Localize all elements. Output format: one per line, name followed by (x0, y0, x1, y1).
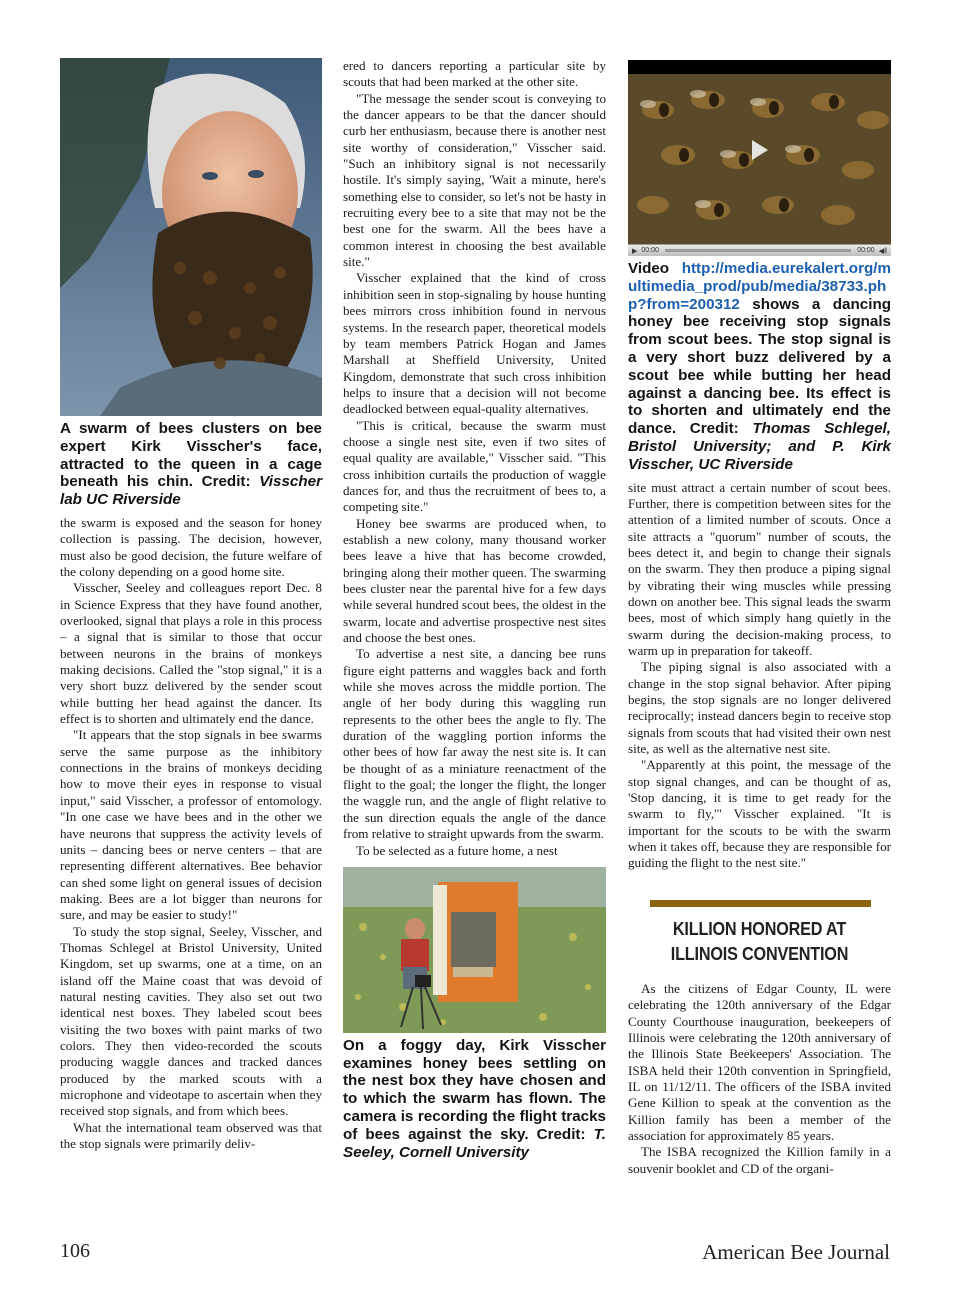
heading-line: ILLINOIS CONVENTION (670, 943, 849, 964)
paragraph: "It appears that the stop signals in bee swarms serve the same purpose as the inhibitory connections in the brains of monkeys deciding how to move their eyes in response to visual input," said Visscher, a professor of entomology. "In one case we have bees and in the other we have neurons that suppress the activity levels of units – dancing bees or nerve centers – that are representing different alternatives. Bee behavior can shed some light on general issues of decision making. Bees are a lot bigger than neurons for sure, and may be easier to study!" (60, 727, 322, 923)
caption-credit: Thomas Schlegel, Bristol University; and P. Kirk Visscher, UC Riverside (628, 420, 891, 473)
column-2-text (343, 58, 606, 859)
play-button-icon[interactable]: ▶ (632, 247, 638, 255)
paragraph: "The message the sender scout is conveying to the dancer appears to be that the dancer should curb her enthusiasm, because there is another nest site worthy of consideration," Visscher said. "Such an inhibitory signal is not necessarily hostile. It's simply saying, 'Wait a minute, here's something else to consider, so let's not be hasty in recruiting every bee to a site that may not be the best one for the swarm. All the bees have a common interest in choosing the best available site." (343, 90, 606, 270)
paragraph: "Apparently at this point, the message of the stop signal changes, and can be thought of as, 'Stop dancing, it is time to get ready for the swarm to fly,'" Visscher explained. "It is important for the scouts to be with the swarm when it takes off, because they are responsible for guiding the flight to the nest site." (628, 757, 891, 871)
paragraph: Visscher explained that the kind of cross inhibition seen in stop-signaling by house hunting bees mirrors cross inhibition found in nervous systems. In the research paper, theoretical models by team members Patrick Hogan and James Marshall at Sheffield University, United Kingdom, demonstrate that such cross inhibition helps to insure that a decision will not become deadlocked between equal-quality alternatives. (343, 270, 606, 417)
paragraph: site must attract a certain number of scout bees. Further, there is competition between sites for the attention of a limited number of scouts. Once a site attracts a "quorum" number of scouts, the bees detect it, and begin to change their signals on the swarm. They then produce a piping signal by vibrating their wing muscles while pressing down on another bee. This signal leads the swarm bees, most of which simply hang quietly in the swarm during the decision-making process, to warm up in preparation for takeoff. (628, 479, 891, 658)
paragraph: To be selected as a future home, a nest (356, 842, 558, 858)
heading-line: KILLION HONORED AT (672, 918, 847, 939)
paragraph: "This is critical, because the swarm must choose a single nest site, even if two sites of equal quality are available," Visscher said. "This cross inhibition curtails the production of waggle dances for, and thus the recruitment of bees to, a competing site." (343, 417, 606, 515)
paragraph: Visscher, Seeley and colleagues report Dec. 8 in Science Express that they have found another, overlooked, signal that plays a role in this process – a signal that is similar to those that occur between neurons in the brains of monkeys making decisions. Called the "stop signal," it is a very short buzz delivered by the sender scout while butting her head against the dancer. Its effect is to shorten and ultimately end the dance. (60, 580, 322, 727)
killion-text (628, 981, 891, 1177)
journal-name: American Bee Journal (702, 1240, 890, 1264)
column-1-text (60, 515, 322, 1152)
photo-nest-box (343, 867, 606, 1033)
paragraph: The piping signal is also associated with a change in the stop signal behavior. After piping begins, the stop signals are no longer delivered reciprocally; instead dancers begin to receive stop signals from scouts that had visited their own nest site, as well as the alternative nest site. (628, 659, 891, 757)
bee-beard-image (60, 58, 322, 416)
caption-credit: T. Seeley, Cornell University (343, 1125, 606, 1161)
photo-caption-video (628, 260, 891, 474)
video-scrubber[interactable] (665, 249, 851, 252)
caption-text: On a foggy day, Kirk Visscher examines honey bees settling on the nest box they have chosen and to which the swarm has flown. The camera is recording the flight tracks of bees against the sky. Credit: (343, 1036, 606, 1143)
column-2 (343, 58, 606, 1167)
caption-text: shows a dancing honey bee receiving stop signals from scout bees. The stop signal is a very short buzz delivered by a scout bee while butting her head against a dancing bee. Its effect is to shorten and ultimately end the dance. Credit: (628, 295, 891, 438)
paragraph: What the international team observed was that the stop signals were primarily deliv- (60, 1119, 322, 1152)
video-time-start: 00:00 (641, 247, 659, 254)
killion-heading (641, 917, 878, 967)
caption-credit: Visscher lab UC Riverside (60, 473, 322, 509)
video-time-end: 00:00 (857, 247, 875, 254)
column-1 (60, 58, 322, 1152)
paragraph: As the citizens of Edgar County, IL were celebrating the 120th anniversary of the Edgar County Courthouse inauguration, beekeepers of Illinois were celebrating the 120th anniversary of the Illinois State Beekeepers' Association. The ISBA held their 120th convention in Springfield, IL on 11/12/11. The officers of the ISBA invited Gene Killion to speak at the convention as the Killion family has been a member of the association for approximately 85 years. (628, 980, 891, 1143)
video-frame-bees (628, 60, 891, 244)
paragraph: To study the stop signal, Seeley, Visscher, and Thomas Schlegel at Bristol University, United Kingdom, set up swarms, one at a time, on an island off the Maine coast that was devoid of natural nesting cavities. They also set out two identical nest boxes. They labeled scout bees visiting the two boxes with paint marks of two colors. They then video-recorded the scouts producing waggle dances and tracked dances produced by the marked scouts with a microphone and videotape to ascertain when they received stop signals, and from which bees. (60, 923, 322, 1119)
column-3 (628, 60, 891, 1177)
paragraph: Honey bee swarms are produced when, to establish a new colony, many thousand worker bees leave a hive that has become crowded, bringing along their mother queen. The swarming bees cluster near the parental hive for a few days while several hundred scout bees, the oldest in the swarm, locate and advertise prospective nest sites and choose the best ones. (343, 515, 606, 646)
paragraph: ered to dancers reporting a particular site by scouts that had been marked at the other site. (343, 58, 606, 90)
page-number: 106 (60, 1240, 90, 1262)
volume-icon[interactable]: ◀‖ (878, 247, 887, 255)
video-link[interactable]: http://media.eurekalert.org/multimedia_prod/pub/media/38733.php?from=200312 (628, 260, 891, 313)
caption-text: A swarm of bees clusters on bee expert Kirk Visscher's face, attracted to the queen in a cage beneath his chin. Credit: (60, 420, 322, 491)
video-controls (628, 244, 891, 256)
paragraph: The ISBA recognized the Killion family in a souvenir booklet and CD of the organi- (628, 1144, 891, 1176)
caption-lead: Video (628, 260, 682, 277)
photo-caption-bee-beard (60, 420, 322, 509)
photo-caption-nest-box (343, 1037, 606, 1162)
column-3-text (628, 480, 891, 872)
section-divider (650, 900, 871, 907)
nest-box-image (343, 867, 606, 1033)
paragraph: To advertise a nest site, a dancing bee runs figure eight patterns and waggles back and forth while she moves across the middle portion. The angle of her body during this waggling run represents to the other bees the angle to fly. The duration of the waggling portion informs the other bees of how far away the nest site is. It can be thought of as a miniature reenactment of the flight to the goal; the longer the flight, the longer the waggle run, and the angle of flight relative to the sun direction equals the angle of the dance from relative to straight upwards from the swarm. (343, 646, 606, 842)
paragraph: the swarm is exposed and the season for honey collection is passing. The decision, however, must also be good decision, the future welfare of the colony depending on a good home site. (60, 514, 322, 580)
photo-bee-beard (60, 58, 322, 416)
video-player[interactable] (628, 60, 891, 256)
